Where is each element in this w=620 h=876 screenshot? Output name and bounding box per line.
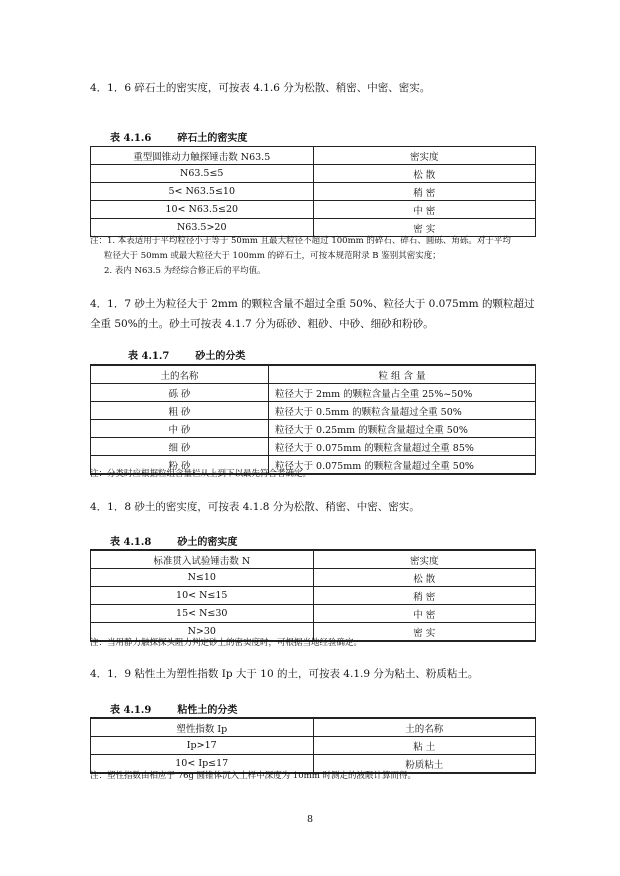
table-4-1-7-note: 注：分类时应根据粒组含量栏从上到下以最先符合者确定。: [90, 469, 312, 479]
table-4-1-8-note: 注：当用静力触探探头阻力判定砂土的密实度时，可根据当地经验确定。: [90, 638, 363, 648]
table-cell: 稍 密: [313, 183, 536, 201]
table-cell: 5< N63.5≤10: [91, 183, 314, 201]
table-cell: N63.5>20: [91, 219, 314, 237]
table-header-cell: 密实度: [313, 147, 536, 165]
table-cell: 粒径大于 2mm 的颗粒含量占全重 25%~50%: [269, 384, 536, 402]
table-row: [91, 438, 536, 456]
table-row: [91, 402, 536, 420]
table-row: [91, 420, 536, 438]
section-4-1-6-text: 4．1．6 碎石土的密实度，可按表 4.1.6 分为松散、稍密、中密、密实。: [90, 82, 431, 94]
table-4-1-9-caption: [110, 701, 237, 716]
table-cell: 中 密: [313, 605, 536, 623]
table-header-cell: 塑性指数 Ip: [91, 718, 314, 737]
table-cell: N63.5≤5: [91, 165, 314, 183]
table-cell: 粗 砂: [91, 402, 269, 420]
table-cell: 砾 砂: [91, 384, 269, 402]
table-header-row: [91, 365, 536, 384]
table-cell: 粒径大于 0.075mm 的颗粒含量超过全重 50%: [269, 456, 536, 475]
table-header-row: [91, 147, 536, 165]
table-number: 表 4.1.8: [110, 537, 152, 548]
table-cell: 稍 密: [313, 587, 536, 605]
table-row: [91, 587, 536, 605]
table-cell: 松 散: [313, 569, 536, 587]
table-4-1-6-notes: [90, 234, 560, 279]
note-line: 粒径大于 50mm 或最大粒径大于 100mm 的碎石土，可按本规范附录 B 鉴别其密实度；: [104, 251, 441, 261]
table-header-cell: 土的名称: [91, 365, 269, 384]
table-cell: 粒径大于 0.5mm 的颗粒含量超过全重 50%: [269, 402, 536, 420]
table-cell: 粒径大于 0.25mm 的颗粒含量超过全重 50%: [269, 420, 536, 438]
table-title: 碎石土的密实度: [177, 133, 248, 144]
table-cell: 15< N≤30: [91, 605, 314, 623]
table-cell: 中 砂: [91, 420, 269, 438]
table-row: [91, 183, 536, 201]
table-header-cell: 重型圆锥动力触探锤击数 N63.5: [91, 147, 314, 165]
table-cell: 密 实: [313, 623, 536, 642]
page-number: 8: [306, 814, 314, 825]
table-cell: 粉 砂: [91, 456, 269, 475]
table-4-1-7: [90, 364, 536, 475]
table-4-1-6-caption: [110, 129, 247, 144]
table-4-1-7-caption: [128, 347, 245, 362]
table-row: [91, 569, 536, 587]
table-cell: 粘 土: [313, 737, 536, 755]
section-4-1-9-text: 4．1．9 粘性土为塑性指数 Ip 大于 10 的土，可按表 4.1.9 分为粘土、粉质粘土。: [90, 668, 479, 680]
table-4-1-6: [90, 146, 536, 237]
section-4-1-8-text: 4．1．8 砂土的密实度，可按表 4.1.8 分为松散、稍密、中密、密实。: [90, 501, 420, 513]
table-header-row: [91, 718, 536, 737]
note-line: 注：1. 本表适用于平均粒径小于等于 50mm 且最大粒径不超过 100mm 的碎石、碎石、圆砾、角砾。对于平均: [90, 236, 511, 246]
table-cell: N≤10: [91, 569, 314, 587]
note-line: 2. 表内 N63.5 为经综合修正后的平均值。: [104, 266, 266, 276]
table-cell: 粉质粘土: [313, 755, 536, 774]
table-header-cell: 标准贯入试验锤击数 N: [91, 550, 314, 569]
table-row: [91, 384, 536, 402]
table-number: 表 4.1.9: [110, 705, 152, 716]
table-row: [91, 605, 536, 623]
table-cell: 细 砂: [91, 438, 269, 456]
table-number: 表 4.1.6: [110, 133, 152, 144]
table-title: 粘性土的分类: [177, 705, 238, 716]
table-header-cell: 土的名称: [313, 718, 536, 737]
table-header-cell: 粒 组 含 量: [269, 365, 536, 384]
table-cell: 中 密: [313, 201, 536, 219]
table-cell: 松 散: [313, 165, 536, 183]
table-header-row: [91, 550, 536, 569]
table-row: [91, 165, 536, 183]
table-cell: N>30: [91, 623, 314, 642]
table-cell: Ip>17: [91, 737, 314, 755]
table-row: [91, 201, 536, 219]
table-4-1-9-note: 注：塑性指数由相应于 76g 圆锥体沉入土样中深度为 10mm 时测定的液限计算而得。: [90, 771, 417, 781]
table-header-cell: 密实度: [313, 550, 536, 569]
table-4-1-8: [90, 549, 536, 642]
table-4-1-8-caption: [110, 533, 237, 548]
table-row: [91, 737, 536, 755]
table-cell: 10< N≤15: [91, 587, 314, 605]
table-4-1-9: [90, 717, 536, 774]
table-cell: 密 实: [313, 219, 536, 237]
table-cell: 10< Ip≤17: [91, 755, 314, 774]
table-cell: 10< N63.5≤20: [91, 201, 314, 219]
table-number: 表 4.1.7: [128, 351, 170, 362]
table-title: 砂土的密实度: [177, 537, 238, 548]
table-cell: 粒径大于 0.075mm 的颗粒含量超过全重 85%: [269, 438, 536, 456]
section-4-1-7-text: 4．1．7 砂土为粒径大于 2mm 的颗粒含量不超过全重 50%、粒径大于 0.075mm 的颗粒超过全重 50%的土。砂土可按表 4.1.7 分为砾砂、粗砂、中砂、细砂和粉砂。: [90, 298, 535, 330]
table-title: 砂土的分类: [195, 351, 246, 362]
